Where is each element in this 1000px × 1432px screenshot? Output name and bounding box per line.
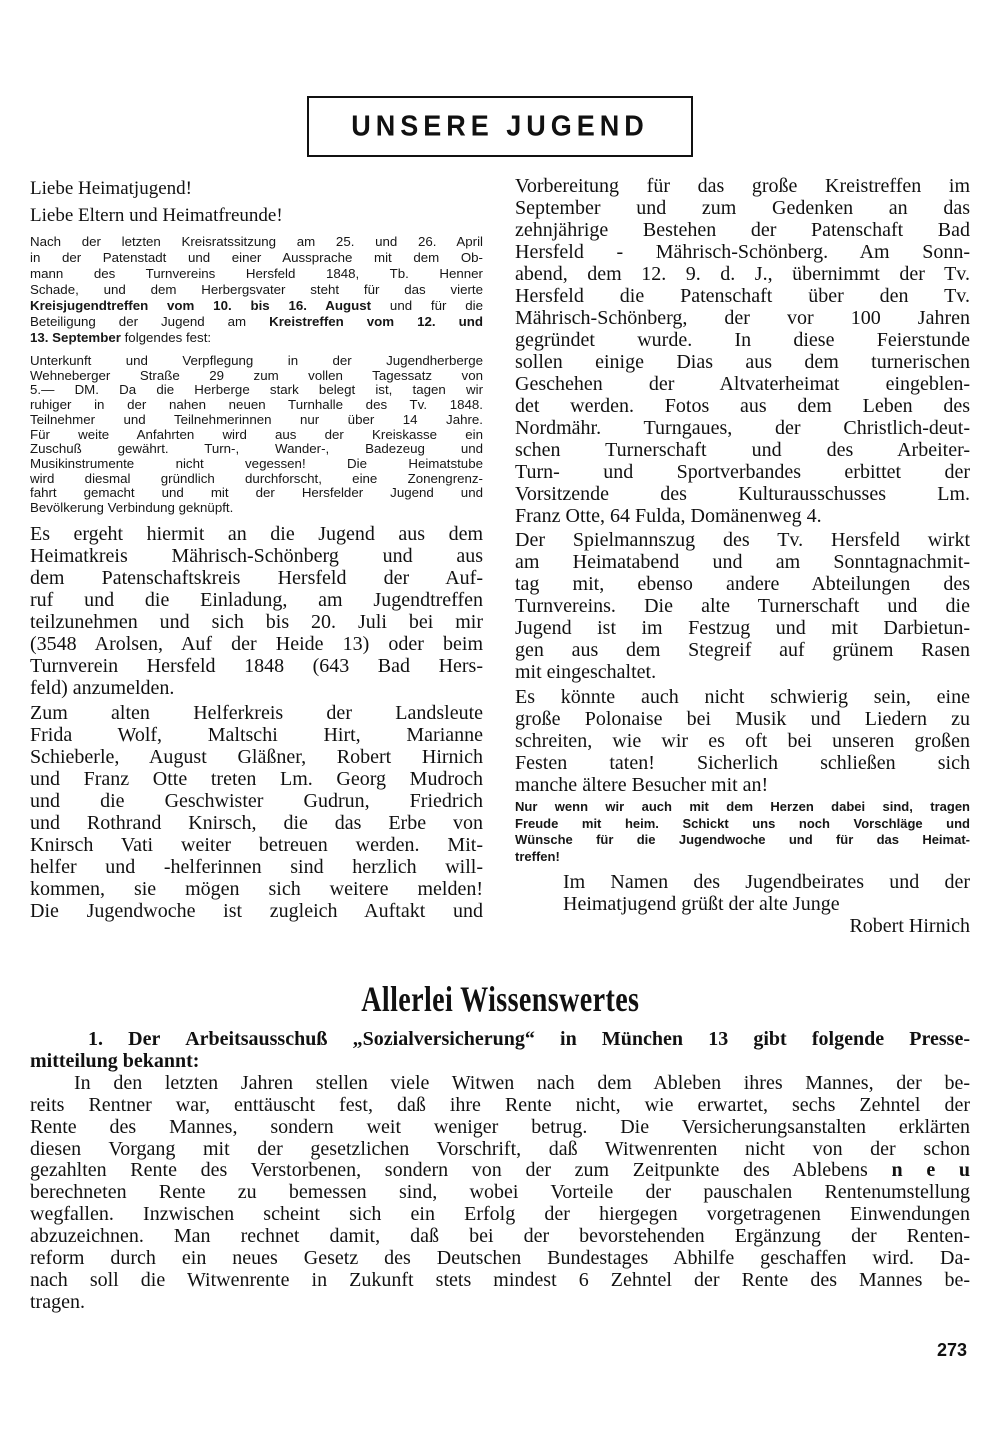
text-line: abzuzeichnen. Man rechnet damit, daß bei der bevorstehenden Ergänzung der Renten- xyxy=(30,1225,970,1248)
bold-text-segment: Arbeitsausschuß „Sozialversicherung“ xyxy=(185,1028,535,1050)
text-line: dem Patenschaftskreis Hersfeld der Auf- xyxy=(30,566,483,589)
text-line: reits Rentner war, enttäuscht fest, daß ihre Rente nicht, wie erwartet, sechs Zehntel der xyxy=(30,1093,970,1116)
section-title: UNSERE JUGEND xyxy=(351,110,649,142)
text-line: tragen. xyxy=(30,1290,85,1313)
text-line: Rente des Mannes, sondern weit weniger betrug. Die Versicherungsanstalten erklärten xyxy=(30,1115,970,1138)
bold-text-segment: 13. September xyxy=(30,330,121,345)
text-line: Schade, und dem Herbergsvater steht für das vierte xyxy=(30,282,483,297)
text-line: (3548 Arolsen, Auf der Heide 13) oder beim xyxy=(30,632,483,655)
text-line xyxy=(30,1029,970,1051)
text-line: wird diesmal gründlich durchforscht, eine Zonengrenz- xyxy=(30,470,483,486)
text-line: kommen, sie mögen sich weitere melden! xyxy=(30,877,483,900)
text-segment: 1. Der xyxy=(88,1028,186,1050)
text-line: Wünsche für die Jugendwoche und für das Heimat- xyxy=(515,832,970,847)
text-line: Robert Hirnich xyxy=(849,915,970,937)
article-body xyxy=(30,1029,970,1314)
text-line xyxy=(30,314,483,330)
text-line: Festen taten! Sicherlich schließen sich xyxy=(515,752,970,774)
greeting xyxy=(30,175,483,229)
text-line: schen Turnerschaft und des Arbeiter- xyxy=(515,439,970,461)
text-line: Geschehen der Altvaterheimat eingeblen- xyxy=(515,373,970,395)
polonaise-paragraph xyxy=(515,686,970,796)
right-column xyxy=(515,175,970,937)
notice-paragraph xyxy=(30,234,483,346)
text-line: mit eingeschaltet. xyxy=(515,661,657,683)
bold-text-segment: n e u xyxy=(891,1159,971,1182)
text-line: gegründet wurde. In diese Feierstunde xyxy=(515,329,970,351)
text-line: Musikinstrumente nicht vegessen! Die Heimatstube xyxy=(30,455,483,471)
text-line: am Heimatabend und am Sonntagnachmit- xyxy=(515,551,970,573)
intro-paragraph xyxy=(30,1029,970,1073)
text-line: Frida Wolf, Maltschi Hirt, Marianne xyxy=(30,723,483,746)
text-line: Mährisch-Schönberg, der vor 100 Jahren xyxy=(515,307,970,329)
text-line: treffen! xyxy=(515,848,560,864)
text-segment: gezahlten Rente des Verstorbenen, sondern von der zum Zeitpunkte des Ablebens xyxy=(30,1159,892,1182)
text-segment: und für die xyxy=(371,298,483,313)
text-line: wegfallen. Inzwischen scheint sich ein Erfolg der hiergegen vorgetragenen Einwendungen xyxy=(30,1203,970,1226)
text-line: in der Patenstadt und einer Aussprache mit dem Ob- xyxy=(30,250,483,265)
text-line: Es könnte auch nicht schwierig sein, eine xyxy=(515,686,970,708)
helpers-paragraph xyxy=(30,702,483,922)
text-line: Vorbereitung für das große Kreistreffen im xyxy=(515,175,970,197)
section-heading-text: Allerlei Wissenswertes xyxy=(360,979,640,1019)
text-line: Zuschuß gewährt. Turn-, Wander-, Badezeug und xyxy=(30,441,483,457)
text-line: Turnverein Hersfeld 1848 (643 Bad Hers- xyxy=(30,654,483,677)
text-line: Wehneberger Straße 29 zum vollen Tagessatz von xyxy=(30,367,483,383)
text-line: Nordmähr. Turngaues, der Christlich-deut- xyxy=(515,417,970,439)
text-line: Schieberle, August Gläßner, Robert Hirnich xyxy=(30,745,483,768)
notice-details-paragraph xyxy=(30,354,483,516)
band-paragraph xyxy=(515,529,970,683)
text-line: Nur wenn wir auch mit dem Herzen dabei sind, tragen xyxy=(515,799,970,814)
bold-text-segment: Kreistreffen vom 12. und xyxy=(269,314,483,329)
text-line: Nach der letzten Kreisratssitzung am 25. und 26. April xyxy=(30,234,483,249)
text-segment: folgendes fest: xyxy=(120,330,212,345)
text-line: Unterkunft und Verpflegung in der Jugendherberge xyxy=(30,353,483,368)
section-title-box xyxy=(307,96,693,157)
text-line: Jugend ist im Festzug und mit Darbietun- xyxy=(515,617,970,639)
text-line: und Rothrand Knirsch, die das Erbe von xyxy=(30,811,483,834)
text-line: teilzunehmen und sich bis 20. Juli bei mir xyxy=(30,610,483,633)
text-line: große Polonaise bei Musik und Liedern zu xyxy=(515,708,970,730)
text-line: September und zum Gedenken an das xyxy=(515,197,970,219)
text-line: sollen einige Dias aus dem turnerischen xyxy=(515,351,970,373)
text-line: zehnjährige Bestehen der Patenschaft Bad xyxy=(515,219,970,241)
text-line: Turn- und Sportverbandes erbittet der xyxy=(515,461,970,483)
text-line: In den letzten Jahren stellen viele Witwen nach dem Ableben ihres Mannes, der be- xyxy=(74,1071,970,1094)
text-line: Der Spielmannszug des Tv. Hersfeld wirkt xyxy=(515,529,970,551)
signature xyxy=(515,871,970,937)
text-line: ruhiger in der nahen neuen Turnhalle des Tv. 1848. xyxy=(30,397,483,413)
text-line: Hersfeld - Mährisch-Schönberg. Am Sonn- xyxy=(515,241,970,263)
text-line: Turnvereins. Die alte Turnerschaft und die xyxy=(515,595,970,617)
text-line: fahrt gemacht und mit der Hersfelder Jugend und xyxy=(30,485,483,501)
text-line: Zum alten Helferkreis der Landsleute xyxy=(30,701,483,724)
invitation-paragraph xyxy=(30,523,483,699)
page-number: 273 xyxy=(937,1340,968,1360)
text-line: Heimatjugend grüßt der alte Junge xyxy=(563,893,840,915)
text-line xyxy=(30,1160,970,1182)
bold-text-segment: Kreisjugendtreffen vom 10. bis 16. August xyxy=(30,298,372,313)
text-line: und Franz Otte treten Lm. Georg Mudroch xyxy=(30,767,483,790)
text-line: diesen Vorgang mit der gesetzlichen Vorschrift, daß Witwenrenten nicht von der schon xyxy=(30,1137,970,1160)
text-line: manche ältere Besucher mit an! xyxy=(515,774,769,796)
text-line: feld) anzumelden. xyxy=(30,676,175,699)
preparation-paragraph xyxy=(515,175,970,527)
text-line: Knirsch Vati weiter betreuen werden. Mit- xyxy=(30,833,483,856)
text-segment: Beteiligung der Jugend am xyxy=(30,314,270,329)
text-line: Die Jugendwoche ist zugleich Auftakt und xyxy=(30,899,483,922)
text-line: helfer und -helferinnen sind herzlich will- xyxy=(30,855,483,878)
text-line: Es ergeht hiermit an die Jugend aus dem xyxy=(30,522,483,545)
text-line: mitteilung bekannt: xyxy=(30,1049,200,1072)
text-line: det werden. Fotos aus dem Leben des xyxy=(515,395,970,417)
text-line: gen aus dem Stegreif auf grünem Rasen xyxy=(515,639,970,661)
text-line: Heimatkreis Mährisch-Schönberg und aus xyxy=(30,544,483,567)
text-line: berechneten Rente zu bemessen sind, wobei Vorteile der pauschalen Rentenumstellung xyxy=(30,1181,970,1204)
text-line: 5.— DM. Da die Herberge stark belegt ist, tagen wir xyxy=(30,382,483,398)
text-line: mann des Turnvereins Hersfeld 1848, Tb. Henner xyxy=(30,266,483,281)
pension-paragraph xyxy=(30,1073,970,1314)
section-heading xyxy=(0,978,1000,1020)
text-line xyxy=(30,330,483,346)
text-line xyxy=(30,298,483,314)
closing-note xyxy=(515,799,970,865)
text-line: Vorsitzende des Kulturausschusses Lm. xyxy=(515,483,970,505)
left-column xyxy=(30,175,483,922)
text-line: und die Geschwister Gudrun, Friedrich xyxy=(30,789,483,812)
text-line: Bevölkerung Verbindung geknüpft. xyxy=(30,500,234,516)
text-segment: in München 13 gibt folgende Presse- xyxy=(534,1028,971,1050)
text-line: reform durch ein neues Gesetz des Deutschen Bundestages Abhilfe geschaffen wird. Da- xyxy=(30,1247,970,1270)
text-line: tag mit, ebenso andere Abteilungen des xyxy=(515,573,970,595)
text-line: abend, dem 12. 9. d. J., übernimmt der Tv. xyxy=(515,263,970,285)
text-line: nach soll die Witwenrente in Zukunft stets mindest 6 Zehntel der Rente des Mannes be- xyxy=(30,1268,970,1291)
text-line: Für weite Anfahrten wird aus der Kreiskasse ein xyxy=(30,426,483,442)
text-line: Liebe Heimatjugend! xyxy=(30,178,192,199)
text-line: ruf und die Einladung, am Jugendtreffen xyxy=(30,588,483,611)
text-line: Im Namen des Jugendbeirates und der xyxy=(563,871,970,893)
text-line: Liebe Eltern und Heimatfreunde! xyxy=(30,205,283,226)
text-line: Franz Otte, 64 Fulda, Domänenweg 4. xyxy=(515,505,822,527)
text-line: Teilnehmer und Teilnehmerinnen nur über 14 Jahre. xyxy=(30,411,483,427)
text-line: schreiten, wie wir es oft bei unseren großen xyxy=(515,730,970,752)
text-line: Freude mit heim. Schickt uns noch Vorschläge und xyxy=(515,815,970,831)
text-line: Hersfeld die Patenschaft über den Tv. xyxy=(515,285,970,307)
